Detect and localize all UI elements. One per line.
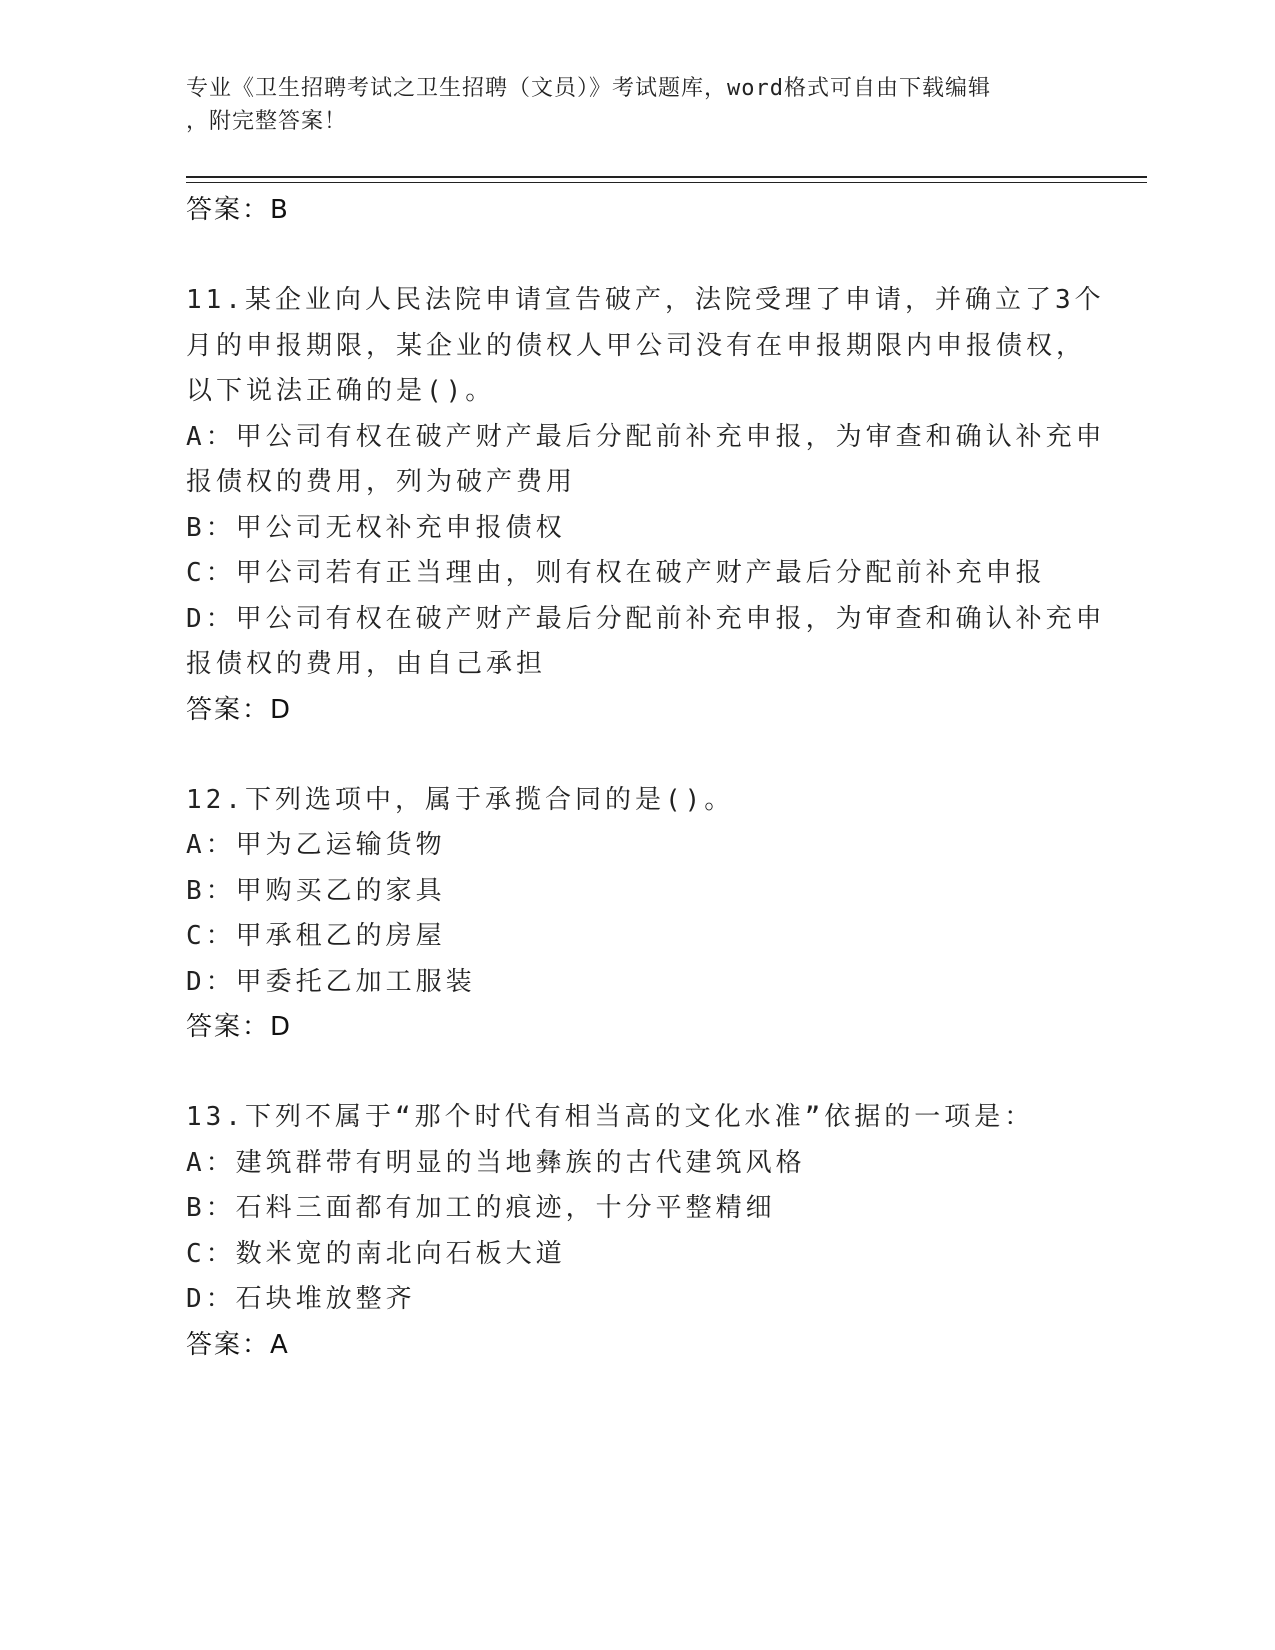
question-11-option-d-cont: 报债权的费用，由自己承担 [186, 649, 547, 679]
question-12-option-b: B：甲购买乙的家具 [186, 875, 446, 906]
question-12-option-c: C：甲承租乙的房屋 [186, 921, 446, 951]
question-list [186, 188, 1106, 1367]
question-11-option-a: A：甲公司有权在破产财产最后分配前补充申报，为审查和确认补充申 [186, 421, 1106, 452]
header-line-1: 专业《卫生招聘考试之卫生招聘（文员）》考试题库，word格式可自由下载编辑 [186, 76, 991, 101]
question-11 [186, 278, 1106, 732]
question-12-option-d: D：甲委托乙加工服装 [186, 966, 476, 997]
question-13-option-c: C：数米宽的南北向石板大道 [186, 1238, 566, 1269]
answer-previous: 答案：B [186, 195, 290, 225]
question-12 [186, 778, 1086, 1050]
document-header [186, 72, 1066, 138]
question-13-option-a: A：建筑群带有明显的当地彝族的古代建筑风格 [186, 1147, 806, 1178]
question-11-stem-line-2: 月的申报期限，某企业的债权人甲公司没有在申报期限内申报债权， [186, 330, 1087, 361]
question-11-option-b: B：甲公司无权补充申报债权 [186, 512, 566, 543]
question-12-answer: 答案：D [186, 1012, 293, 1042]
header-divider-thick [186, 176, 1147, 178]
question-13-option-b: B：石料三面都有加工的痕迹，十分平整精细 [186, 1193, 776, 1223]
question-11-option-d: D：甲公司有权在破产财产最后分配前补充申报，为审查和确认补充申 [186, 603, 1106, 634]
question-13-stem: 13.下列不属于“那个时代有相当高的文化水准”依据的一项是： [186, 1102, 1035, 1132]
question-11-option-c: C：甲公司若有正当理由，则有权在破产财产最后分配前补充申报 [186, 558, 1046, 588]
header-divider-thin [186, 182, 1147, 183]
question-11-stem-line-3: 以下说法正确的是()。 [186, 376, 496, 406]
question-12-option-a: A：甲为乙运输货物 [186, 830, 446, 860]
question-11-stem-line-1: 11.某企业向人民法院申请宣告破产，法院受理了申请，并确立了3个 [186, 285, 1105, 315]
question-13-answer: 答案：A [186, 1329, 290, 1360]
header-line-2: ，附完整答案！ [186, 109, 348, 134]
question-11-option-a-cont: 报债权的费用，列为破产费用 [186, 467, 577, 497]
question-11-answer: 答案：D [186, 694, 293, 725]
question-12-stem: 12.下列选项中，属于承揽合同的是()。 [186, 784, 735, 815]
question-13-option-d: D：石块堆放整齐 [186, 1284, 416, 1314]
question-13 [186, 1095, 1086, 1367]
